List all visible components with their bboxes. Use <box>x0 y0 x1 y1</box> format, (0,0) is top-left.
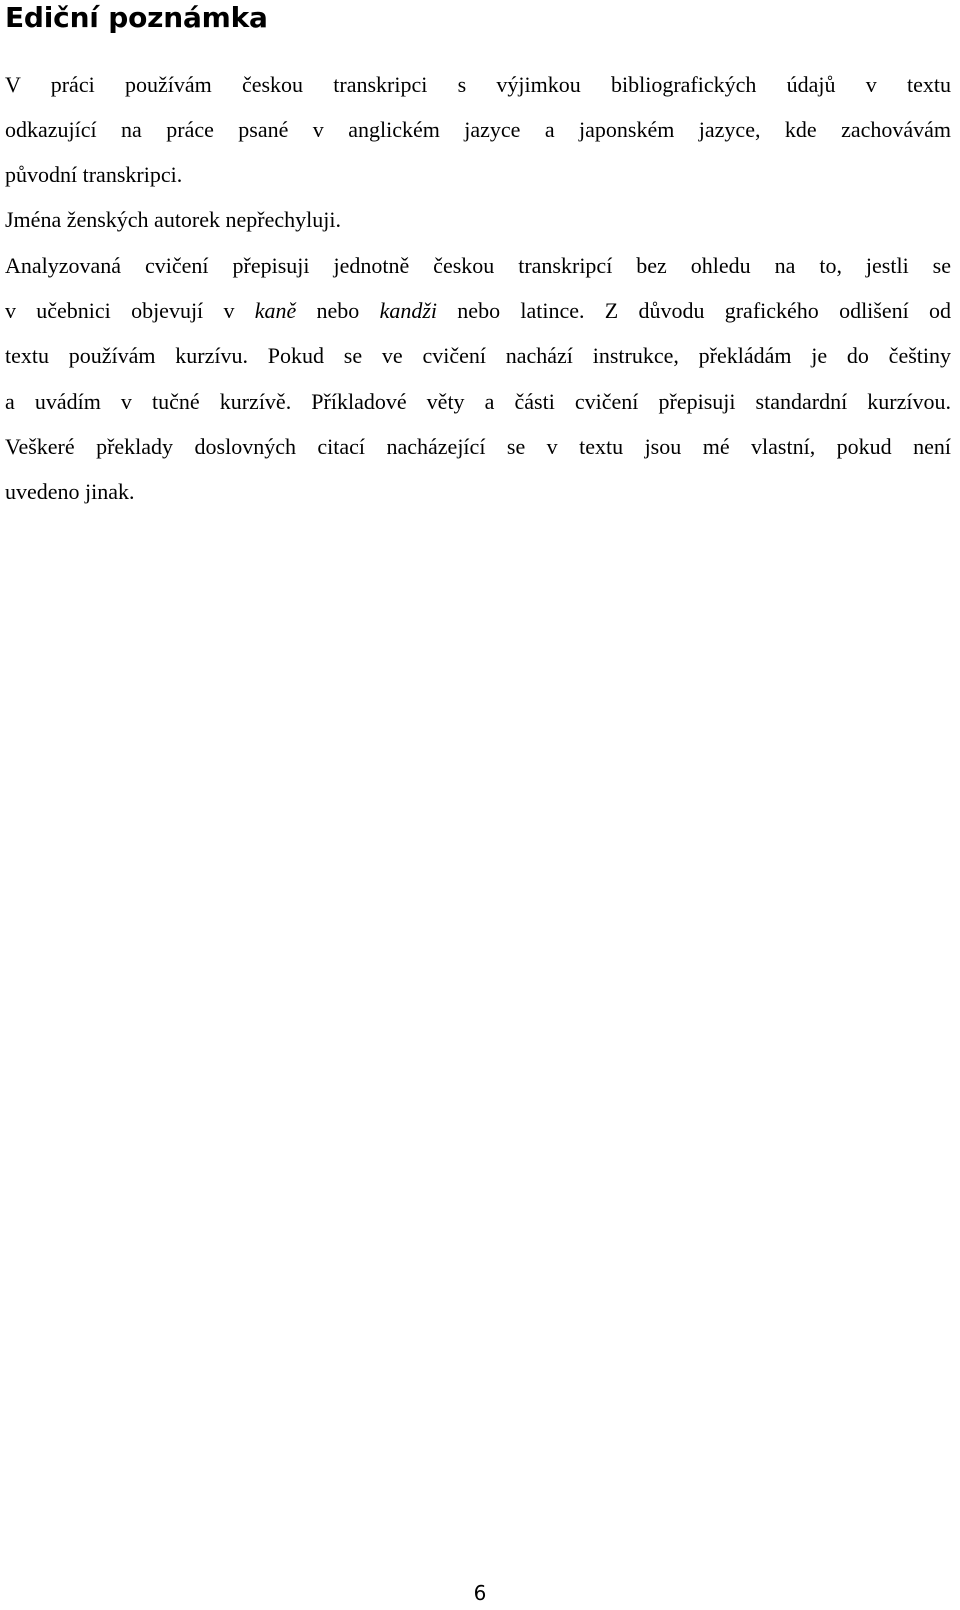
paragraph-line-3: původní transkripci. <box>5 162 183 187</box>
paragraph-line-10: uvedeno jinak. <box>5 479 135 504</box>
paragraph-line-4: Jména ženských autorek nepřechyluji. <box>5 207 341 232</box>
paragraph-line-9: Veškeré překlady doslovných citací nacházející se v textu jsou mé vlastní, pokud není <box>5 434 951 459</box>
term-kane: kaně <box>254 298 297 323</box>
paragraph-line-7: textu používám kurzívu. Pokud se ve cvičení nachází instrukce, překládám je do češtiny <box>5 343 951 368</box>
paragraph-line-2: odkazující na práce psané v anglickém jazyce a japonském jazyce, kde zachovávám <box>5 117 951 142</box>
paragraph-line-8: a uvádím v tučné kurzívě. Příkladové věty a části cvičení přepisuji standardní kurzívou. <box>5 389 951 414</box>
line-6-text-end: nebo latince. Z důvodu grafického odlišení od <box>437 298 952 323</box>
paragraph-line-1: V práci používám českou transkripci s výjimkou bibliografických údajů v textu <box>5 72 951 97</box>
line-6-text-middle: nebo <box>296 298 380 323</box>
line-6-text-start: v učebnici objevují v <box>5 298 255 323</box>
page-title: Ediční poznámka <box>5 1 268 34</box>
paragraph-line-5: Analyzovaná cvičení přepisuji jednotně českou transkripcí bez ohledu na to, jestli se <box>5 253 951 278</box>
term-kandzi: kandži <box>379 298 438 323</box>
paragraph-line-6 <box>5 296 951 326</box>
page-number: 6 <box>473 1581 487 1605</box>
